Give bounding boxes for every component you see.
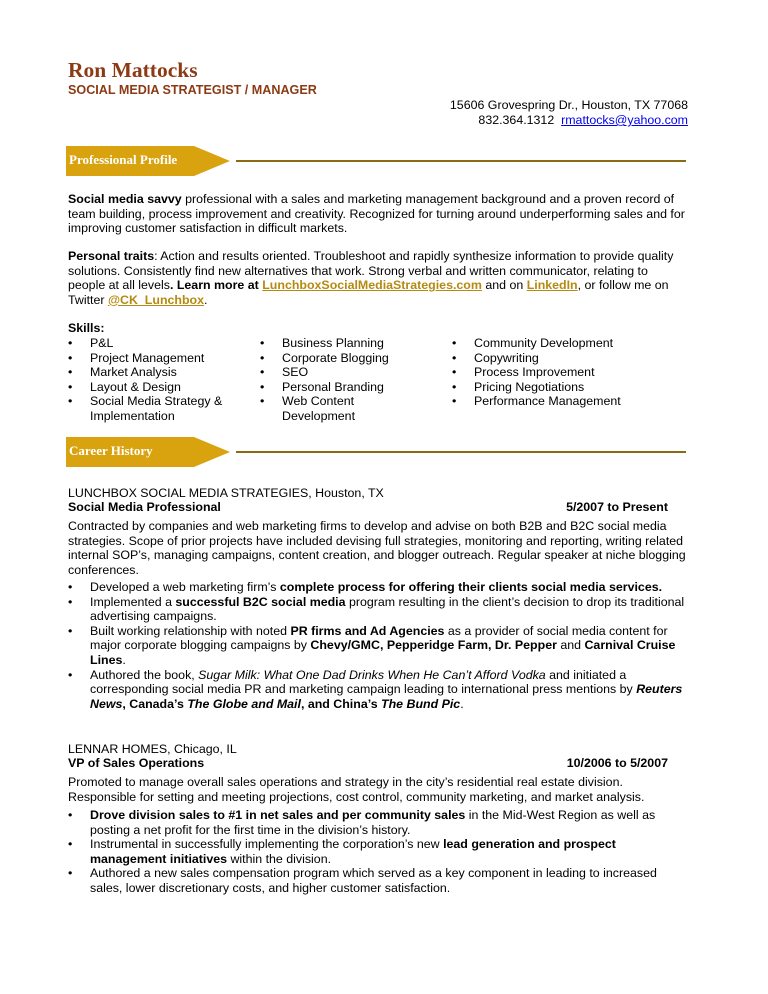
skill-item: • Pricing Negotiations xyxy=(452,380,652,395)
skills-column-1 xyxy=(68,336,238,424)
job2-summary: Promoted to manage overall sales operations and strategy in the city’s residential real estate division. Responsible for setting and meeting projections, cost control, community marketing, and market analysis. xyxy=(68,775,645,804)
skill-item: • Market Analysis xyxy=(68,365,238,380)
skill-item: • P&L xyxy=(68,336,238,351)
contact-phone: 832.364.1312 xyxy=(478,113,555,127)
section-divider xyxy=(236,451,686,453)
achievement-item: • Authored a new sales compensation program which served as a key component in leading to increased sales, lower discretionary costs, and higher customer satisfaction. xyxy=(68,866,688,895)
contact-address: 15606 Grovespring Dr., Houston, TX 77068 xyxy=(449,98,688,112)
skill-item: • Business Planning xyxy=(260,336,430,351)
job2-header xyxy=(68,756,668,771)
section-banner-profile xyxy=(66,146,230,176)
job1-achievements xyxy=(68,580,688,711)
achievement-item: • Developed a web marketing firm’s complete process for offering their clients social media services. xyxy=(68,580,688,595)
skills-label: Skills: xyxy=(68,321,105,335)
skills-column-3 xyxy=(452,336,652,409)
section-title-profile: Professional Profile xyxy=(69,152,178,167)
website-link[interactable]: LunchboxSocialMediaStrategies.com xyxy=(262,278,482,293)
profile-summary: Social media savvy professional with a sales and marketing management background and a proven record of team building, process improvement and creativity. Recognized for turning around underperforming sales and for improving customer satisfaction in difficult markets. xyxy=(68,192,685,236)
job2-role: VP of Sales Operations xyxy=(68,756,205,770)
achievement-item: • Instrumental in successfully implementing the corporation’s new lead generation and prospect management initiatives within the division. xyxy=(68,837,688,866)
achievement-item: • Drove division sales to #1 in net sales and per community sales in the Mid-West Region as well as posting a net profit for the first time in the division’s history. xyxy=(68,808,688,837)
job1-header xyxy=(68,500,668,515)
section-divider xyxy=(236,160,686,162)
job2-company: LENNAR HOMES, Chicago, IL xyxy=(68,742,237,756)
job1-summary: Contracted by companies and web marketing firms to develop and advise on both B2B and B2C social media strategies. Scope of prior projects have included devising full strategies, monitoring and reporting, writing related internal SOP’s, managing campaigns, content creation, and blogger outreach. Regular speaker at niche blogging conferences. xyxy=(68,519,686,577)
skill-item: • Social Media Strategy & Implementation xyxy=(68,394,238,423)
skill-item: • Project Management xyxy=(68,351,238,366)
job1-dates: 5/2007 to Present xyxy=(566,500,668,514)
skill-item: • Personal Branding xyxy=(260,380,430,395)
achievement-item: • Built working relationship with noted PR firms and Ad Agencies as a provider of social media content for major corporate blogging campaigns by Chevy/GMC, Pepperidge Farm, Dr. Pepper and Carnival Cruise Lines. xyxy=(68,624,688,668)
achievement-item: • Authored the book, Sugar Milk: What One Dad Drinks When He Can’t Afford Vodka and initiated a corresponding social media PR and marketing campaign leading to international press mentions by Reuters News, Canada’s The Globe and Mail, and China’s The Bund Pic. xyxy=(68,668,688,712)
job2-achievements xyxy=(68,808,688,896)
candidate-title: SOCIAL MEDIA STRATEGIST / MANAGER xyxy=(68,83,317,97)
job2-dates: 10/2006 to 5/2007 xyxy=(566,756,668,770)
section-banner-career xyxy=(66,437,230,467)
twitter-link[interactable]: @CK_Lunchbox xyxy=(107,292,205,307)
skill-item: • Copywriting xyxy=(452,351,652,366)
linkedin-link[interactable]: LinkedIn xyxy=(526,278,578,293)
skill-item: • Web Content Development xyxy=(260,394,382,423)
section-title-career: Career History xyxy=(69,443,153,458)
skill-item: • Community Development xyxy=(452,336,652,351)
contact-email-link[interactable]: rmattocks@yahoo.com xyxy=(561,113,688,127)
achievement-item: • Implemented a successful B2C social media program resulting in the client’s decision to drop its traditional advertising campaigns. xyxy=(68,595,688,624)
candidate-name: Ron Mattocks xyxy=(68,58,198,82)
skill-item: • SEO xyxy=(260,365,430,380)
skill-item: • Corporate Blogging xyxy=(260,351,430,366)
skill-item: • Process Improvement xyxy=(452,365,652,380)
profile-traits: Personal traits: Action and results oriented. Troubleshoot and rapidly synthesize information to provide quality solutions. Consistently find new alternatives that work. Strong verbal and written communicator, relating to people at all levels. Learn more at LunchboxSocialMediaStrategies.com and on LinkedIn, or follow me on Twitter @CK_Lunchbox. xyxy=(68,249,674,307)
job1-role: Social Media Professional xyxy=(68,500,221,514)
skill-item: • Layout & Design xyxy=(68,380,238,395)
job1-company: LUNCHBOX SOCIAL MEDIA STRATEGIES, Houston, TX xyxy=(68,486,384,500)
skills-column-2 xyxy=(260,336,430,424)
contact-line xyxy=(478,113,688,128)
skill-item: • Performance Management xyxy=(452,394,652,409)
